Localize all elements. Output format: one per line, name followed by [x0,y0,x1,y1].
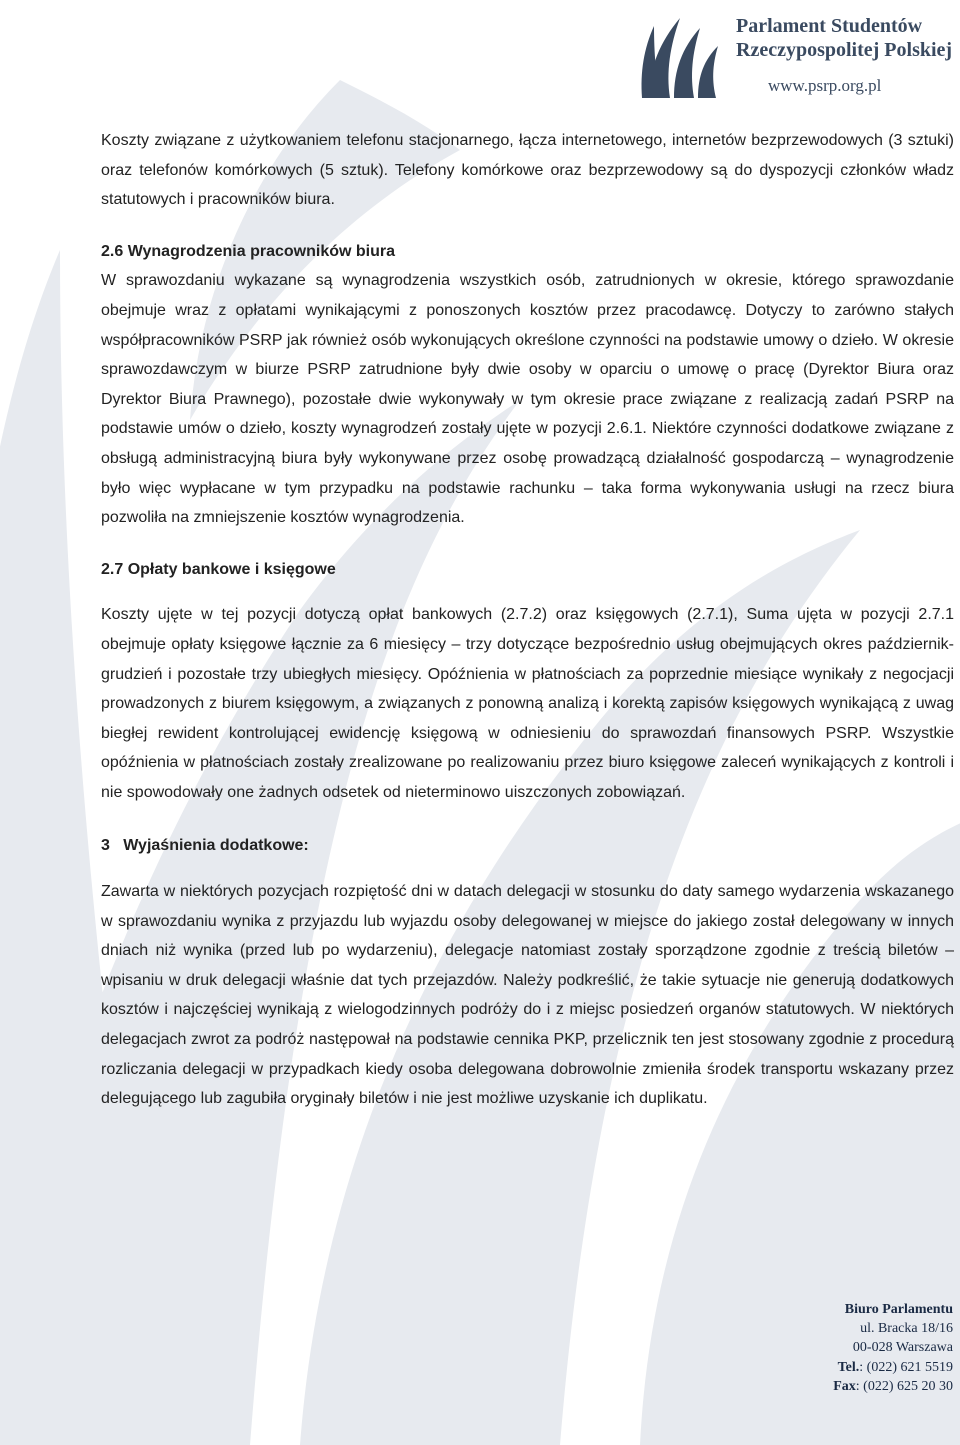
office-address [833,1300,953,1396]
section-3-paragraph: Zawarta w niektórych pozycjach rozpiętość dni w datach delegacji w stosunku do daty samego wydarzenia wskazanego w sprawozdaniu wynika z przyjazdu lub wyjazdu osoby delegowanej w miejsce do jakiego został delegowany w innych dniach niż wynika (przed lub po wydarzeniu), delegacje natomiast zostały sporządzone zgodnie z treścią biletów – wpisaniu w druk delegacji właśnie dat tych przejazdów. Należy podkreślić, że takie sytuacje nie generują dodatkowych kosztów i najczęściej wynikają z wielogodzinnych podróży do i z miejsc posiedzeń organów statutowych. W niektórych delegacjach zwrot za podróż następował na podstawie cennika PKP, przelicznik ten jest stosowany zgodnie z procedurą rozliczania delegacji w przypadkach kiedy osoba delegowana dobrowolnie zmieniła środek transportu wskazany przez delegującego lub zagubiła oryginały biletów i nie jest możliwe uzyskanie ich duplikatu. [101,883,954,1108]
organization-name-line1: Parlament Studentów [736,15,923,37]
phone-value: : (022) 621 5519 [859,1359,953,1375]
office-fax [833,1377,953,1396]
intro-paragraph: Koszty związane z użytkowaniem telefonu stacjonarnego, łącza internetowego, internetów bezprzewodowych (3 sztuki) oraz telefonów komórkowych (5 sztuk). Telefony komórkowe oraz bezprzewodowy są do dyspozycji członków władz statutowych i pracowników biura. [101,132,954,209]
fax-value: : (022) 625 20 30 [855,1378,953,1394]
office-street: ul. Bracka 18/16 [860,1321,953,1337]
phone-label: Tel. [837,1359,860,1375]
office-city: 00-028 Warszawa [852,1340,953,1356]
office-name: Biuro Parlamentu [844,1302,953,1317]
document-body [101,126,954,1114]
office-phone [833,1358,953,1377]
organization-name-line2: Rzeczypospolitej Polskiej [736,39,953,61]
section-3-heading: 3 Wyjaśnienia dodatkowe: [101,837,309,855]
fax-label: Fax [833,1378,856,1394]
section-2-6-heading: 2.6 Wynagrodzenia pracowników biura [101,242,395,260]
section-2-7-paragraph: Koszty ujęte w tej pozycji dotyczą opłat bankowych (2.7.2) oraz księgowych (2.7.1), Suma ujęta w pozycji 2.7.1 obejmuje opłaty księgowe łącznie za 6 miesięcy – trzy dotyczące bezpośrednio usług obejmujących okres październik-grudzień i pozostałe trzy ubiegłych miesięcy. Opóźnienia w płatnościach za poprzednie miesiące wynikały z negocjacji prowadzonych z biurem księgowym, a związanych z ponowną analizą i korektą zapisów księgowych wynikającą z uwag biegłej rewident kontrolującej ewidencję księgową w odniesieniu do sprawozdań finansowych PSRP. Wszystkie opóźnienia w płatnościach zostały zrealizowane po realizowaniu przez biuro księgowe zaleceń wynikających z kontroli i nie spowodowały one żadnych odsetek od nieterminowo uiszczonych zobowiązań. [101,606,954,801]
organization-name [736,14,960,62]
page-header [640,0,960,110]
section-2-6-paragraph: W sprawozdaniu wykazane są wynagrodzenia wszystkich osób, zatrudnionych w okresie, którego sprawozdanie obejmuje wraz z opłatami wynikającymi z ponoszonych kosztów przez pracodawcę. Dotyczy to zarówno stałych współpracowników PSRP jak również osób wykonujących określone czynności na podstawie umowy o dzieło. W okresie sprawozdawczym w biurze PSRP zatrudnione były dwie osoby w oparciu o umowę o pracę (Dyrektor Biura oraz Dyrektor Biura Prawnego), pozostałe dwie wykonywały w tym okresie prace związane z realizacją zadań PSRP na podstawie umów o dzieło, koszty wynagrodzeń zostały ujęte w pozycji 2.6.1. Niektóre czynności dodatkowe związane z obsługą administracyjną biura były wykonywane przez osobę prowadzącą działalność gospodarczą – wynagrodzenie było więc wypłacane w tym przypadku na podstawie rachunku – taka forma wykonywania usługi na rzecz biura pozwoliła na zmniejszenie kosztów wynagrodzenia. [101,272,954,527]
section-2-7-heading: 2.7 Opłaty bankowe i księgowe [101,560,336,578]
organization-url[interactable]: www.psrp.org.pl [768,76,882,95]
psrp-logo-icon [640,6,722,100]
